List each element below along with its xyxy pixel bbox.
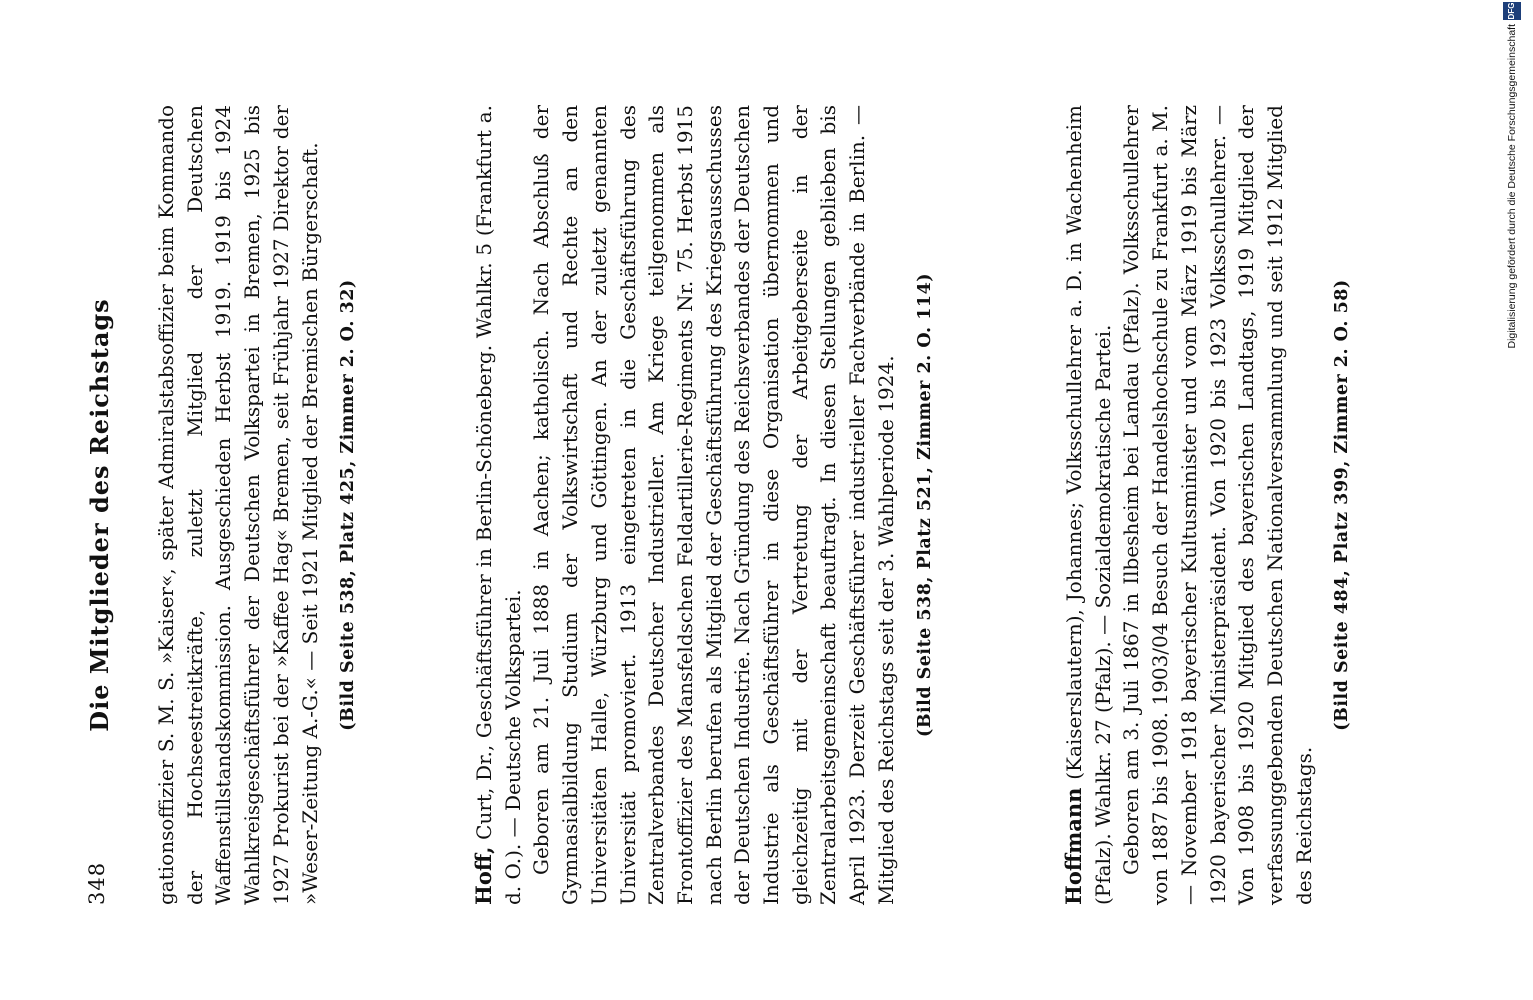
entry-hoff — [470, 105, 937, 905]
entry-hoff-biography: Geboren am 21. Juli 1888 in Aachen; katholisch. Nach Abschluß der Gymnasialbildung Studium der Volkswirtschaft und Rechte an den Universitäten Halle, Würzburg und Göttingen. An der zuletzt genannten Universität promoviert. 1913 eingetreten in die Geschäftsführung des Zentralverbandes Deutscher Industrieller. Am Kriege teilgenommen als Frontoffizier des Mansfeldschen Feldartillerie-Regiments Nr. 75. Herbst 1915 nach Berlin berufen als Mitglied der Geschäftsführung des Kriegsausschusses der Deutschen Industrie. Nach Gründung des Reichsverbandes der Deutschen Industrie als Geschäftsführer in diese Organisation übernommen und gleichzeitig mit der Vertretung der Arbeitgeberseite in der Zentralarbeitsgemeinschaft beauftragt. In diesen Stellungen geblieben bis April 1923. Derzeit Geschäftsführer industrieller Fachverbände in Berlin. — Mitglied des Reichstags seit der 3. Wahlperiode 1924. — [529, 105, 898, 905]
image-reference: (Bild Seite 538, Platz 521, Zimmer 2. O. 114) — [914, 272, 935, 738]
funding-notice — [1503, 0, 1533, 1000]
entry-continued — [152, 105, 360, 905]
member-name: Hoffmann — [1061, 787, 1086, 905]
digitization-note — [1490, 0, 1533, 1000]
member-name: Hoff, — [471, 846, 496, 905]
image-reference: (Bild Seite 538, Platz 425, Zimmer 2. O. 32) — [338, 279, 359, 731]
member-details: (Kaiserslautern), Johannes; Volksschullehrer a. D. in Wachenheim (Pfalz). Wahlkr. 27 (Pfalz). — Sozialdemokratische Partei. — [1062, 105, 1115, 905]
entry-hoffmann — [1060, 105, 1354, 905]
entry-continued-text: gationsoffizier S. M. S. »Kaiser«, später Admiralstabsoffizier beim Kommando der Hochseestreitkräfte, zuletzt Mitglied der Deutschen Waffenstillstandskommission. Ausgeschieden Herbst 1919. 1919 bis 1924 Wahlkreisgeschäftsführer der Deutschen Volkspartei in Bremen, 1925 bis 1927 Prokurist bei der »Kaffee Hag« Bremen, seit Frühjahr 1927 Direktor der »Weser-Zeitung A.-G.« — Seit 1921 Mitglied der Bremischen Bürgerschaft. — [154, 105, 322, 905]
image-reference: (Bild Seite 484, Platz 399, Zimmer 2. O. 58) — [1332, 279, 1353, 731]
page-number: 348 — [85, 861, 109, 905]
entry-hoff-header — [470, 105, 527, 905]
page-title: Die Mitglieder des Reichstags — [85, 298, 114, 732]
running-head — [85, 125, 125, 905]
entry-hoffmann-biography: Geboren am 3. Juli 1867 in Ilbesheim bei Landau (Pfalz). Volksschullehrer von 1887 bis 1908. 1903/04 Besuch der Handelshochschule zu Frankfurt a. M. — November 1918 bayerischer Kultusminister und vom März 1919 bis März 1920 bayerischer Ministerpräsident. Von 1920 bis 1923 Volksschullehrer. — Von 1908 bis 1920 Mitglied des bayerischen Landtags, 1919 Mitglied der verfassunggebenden Deutschen Nationalversammlung und seit 1912 Mitglied des Reichstags. — [1119, 105, 1316, 905]
funding-notice-text: Digitalisierung gefördert durch die Deutsche Forschungsgemeinschaft — [1506, 24, 1518, 349]
member-details: Curt, Dr., Geschäftsführer in Berlin-Schöneberg. Wahlkr. 5 (Frankfurt a. d. O.). — Deutsche Volkspartei. — [472, 105, 525, 905]
dfg-logo: DFG — [1503, 2, 1521, 20]
entry-hoffmann-header — [1060, 105, 1117, 905]
